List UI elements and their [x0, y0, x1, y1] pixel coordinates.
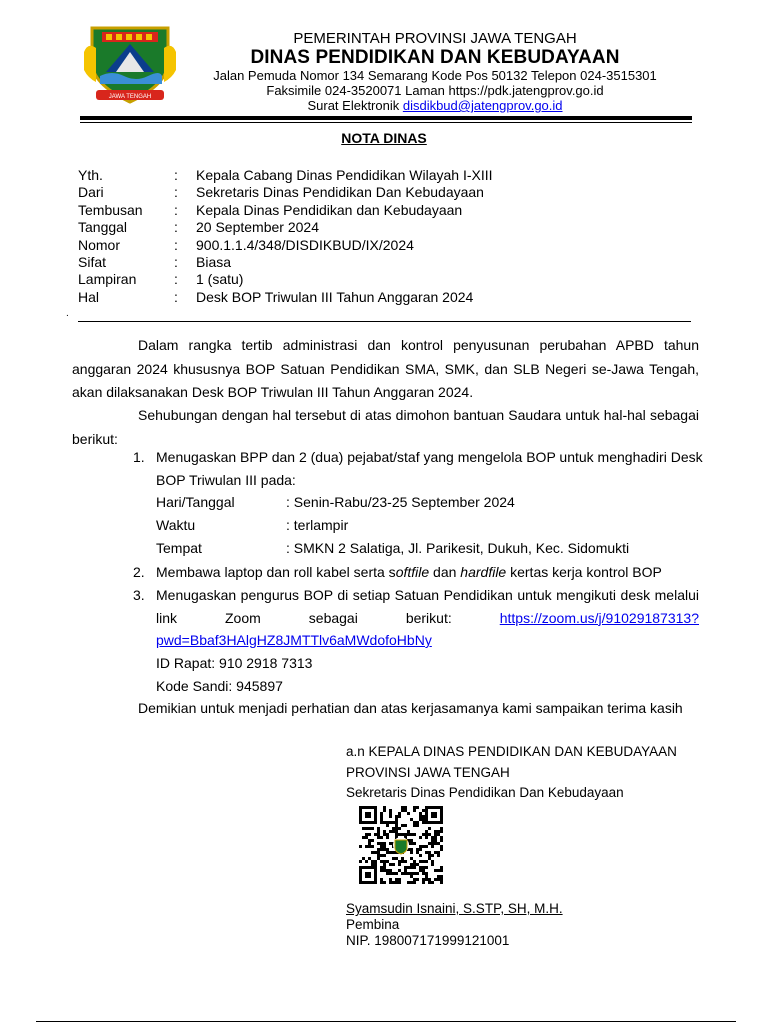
row-value: Kepala Dinas Pendidikan dan Kebudayaan [196, 201, 463, 218]
detail-value: : Senin-Rabu/23-25 September 2024 [286, 494, 515, 510]
row-label: Nomor [78, 236, 121, 253]
memo-row [78, 202, 493, 219]
qr-code-icon [359, 806, 443, 884]
paragraph-intro: Dalam rangka tertib administrasi dan kontrol penyusunan perubahan APBD tahun anggaran 2024 khususnya BOP Satuan Pendidikan SMA, SMK, dan SLB Negeri se-Jawa Tengah, akan dilaksanakan Desk BOP Triwulan III Tahun Anggaran 2024. [72, 337, 699, 400]
row-label: Hal [78, 288, 100, 305]
signature-title-3: Sekretaris Dinas Pendidikan Dan Kebudayaan [346, 785, 624, 800]
signature-title-2: PROVINSI JAWA TENGAH [346, 764, 510, 780]
detail-key: Waktu [156, 517, 196, 533]
detail-key: Tempat [156, 540, 202, 556]
row-label: Dari [78, 184, 104, 201]
row-label: Tembusan [78, 201, 143, 218]
row-colon: : [174, 253, 178, 270]
row-colon: : [174, 219, 178, 236]
signer-nip: NIP. 198007171999121001 [346, 933, 510, 948]
letterhead-rule-thin [80, 122, 692, 123]
memo-row [78, 271, 493, 288]
emblem-caption: JAWA TENGAH [108, 94, 152, 100]
row-colon: : [174, 288, 178, 305]
letterhead-rule-thick [80, 116, 692, 120]
memo-row [78, 184, 493, 201]
list-number: 2. [133, 564, 145, 580]
item2-text-mid: dan [429, 564, 461, 580]
email-line [180, 99, 690, 114]
paragraph-request: Sehubungan dengan hal tersebut di atas dimohon bantuan Saudara untuk hal-hal sebagai berikut: [72, 407, 699, 447]
government-name: PEMERINTAH PROVINSI JAWA TENGAH [293, 30, 577, 47]
row-value: Kepala Cabang Dinas Pendidikan Wilayah I-XIII [196, 167, 493, 183]
signer-name: Syamsudin Isnaini, S.STP, SH, M.H. [346, 901, 563, 916]
memo-row [78, 254, 493, 271]
memo-row [78, 289, 493, 306]
letterhead [180, 30, 690, 114]
list-number: 3. [133, 587, 145, 603]
row-value: 1 (satu) [196, 271, 244, 288]
row-colon: : [174, 167, 178, 183]
meeting-id: ID Rapat: 910 2918 7313 [156, 655, 313, 671]
address-line: Jalan Pemuda Nomor 134 Semarang Kode Pos 50132 Telepon 024-3515301 [213, 68, 657, 84]
meeting-passcode: Kode Sandi: 945897 [156, 678, 283, 694]
list-number: 1. [133, 449, 145, 465]
province-emblem-icon [82, 22, 178, 106]
email-label: Surat Elektronik [307, 97, 403, 113]
detail-row [156, 540, 629, 556]
row-colon: : [174, 236, 178, 253]
list-item-2 [156, 561, 716, 584]
detail-key: Hari/Tanggal [156, 494, 235, 510]
detail-row [156, 494, 515, 510]
email-link[interactable]: disdikbud@jatengprov.go.id [402, 97, 563, 113]
detail-row [156, 517, 348, 533]
stray-dot: . [66, 308, 69, 319]
header-divider [78, 321, 691, 322]
row-colon: : [174, 271, 178, 288]
signer-rank: Pembina [346, 917, 400, 932]
row-value: Desk BOP Triwulan III Tahun Anggaran 2024 [196, 288, 474, 305]
signer-block [346, 901, 563, 949]
item2-text-end: kertas kerja kontrol BOP [506, 564, 662, 580]
item3-text: Menugaskan pengurus BOP di setiap Satuan Pendidikan untuk mengikuti desk melalui link Zoom sebagai berikut: [156, 587, 699, 626]
item2-softfile: oftfile [395, 564, 430, 580]
row-value: 900.1.1.4/348/DISDIKBUD/IX/2024 [196, 236, 414, 253]
footer-rule [36, 1021, 736, 1022]
row-value: 20 September 2024 [196, 219, 319, 236]
detail-value: : terlampir [286, 517, 349, 533]
memo-row [78, 237, 493, 254]
detail-value: : SMKN 2 Salatiga, Jl. Parikesit, Dukuh, Kec. Sidomukti [286, 540, 630, 556]
list-item-3 [156, 584, 699, 629]
memo-details [78, 167, 493, 306]
agency-name: DINAS PENDIDIKAN DAN KEBUDAYAAN [250, 47, 620, 69]
row-label: Sifat [78, 253, 107, 270]
row-colon: : [174, 201, 178, 218]
memo-row [78, 219, 493, 236]
row-value: Sekretaris Dinas Pendidikan Dan Kebudayaan [196, 184, 484, 201]
row-label: Lampiran [78, 271, 137, 288]
item2-hardfile: hardfile [460, 564, 507, 580]
zoom-link-line-2 [156, 629, 432, 652]
row-colon: : [174, 184, 178, 201]
item2-text-start: Membawa laptop dan roll kabel serta s [156, 564, 396, 580]
memo-row [78, 167, 493, 184]
signature-block [346, 742, 677, 804]
paragraph-closing: Demikian untuk menjadi perhatian dan atas kerjasamanya kami sampaikan terima kasih [138, 700, 683, 716]
signature-title-1: a.n KEPALA DINAS PENDIDIKAN DAN KEBUDAYAAN [346, 744, 677, 759]
zoom-link-part-2[interactable]: pwd=Bbaf3HAlgHZ8JMTTlv6aMWdofoHbNy [156, 632, 432, 648]
fax-website-line: Faksimile 024-3520071 Laman https://pdk.jatengprov.go.id [266, 83, 604, 99]
row-label: Tanggal [78, 219, 128, 236]
zoom-link-part-1[interactable]: https://zoom.us/j/91029187313? [499, 609, 699, 626]
list-item-1: Menugaskan BPP dan 2 (dua) pejabat/staf yang mengelola BOP untuk menghadiri Desk BOP Triwulan III pada: [156, 449, 703, 488]
row-label: Yth. [78, 167, 103, 183]
document-title: NOTA DINAS [341, 130, 427, 146]
row-value: Biasa [196, 253, 232, 270]
